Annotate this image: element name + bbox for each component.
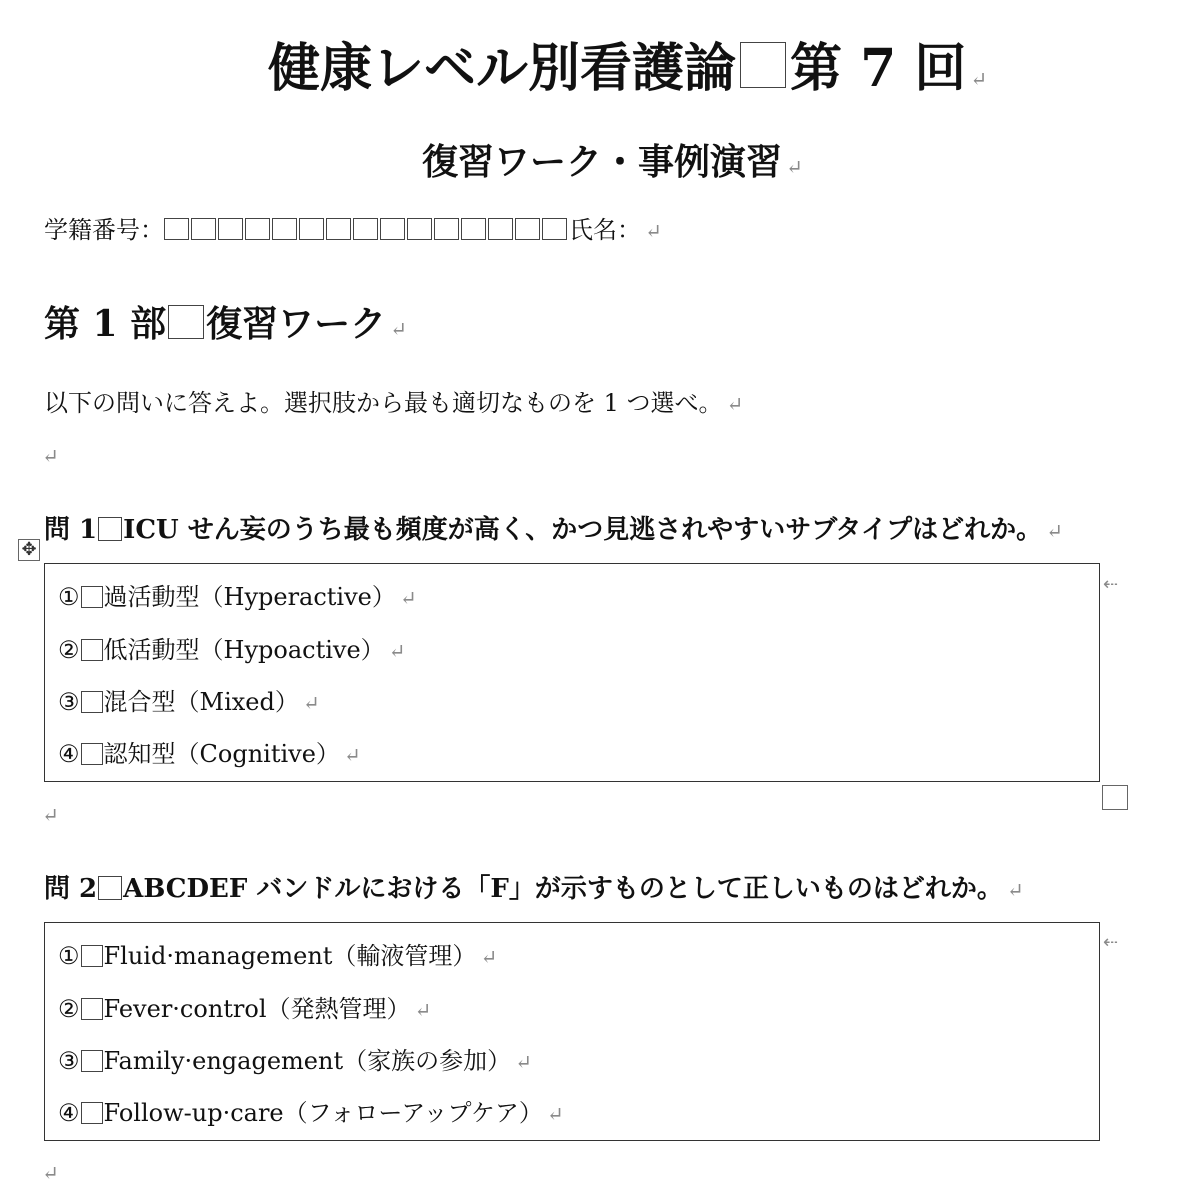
space-marker bbox=[81, 945, 103, 967]
subtitle-text: 復習ワーク・事例演習 bbox=[422, 141, 783, 183]
option-2[interactable] bbox=[58, 989, 431, 1024]
option-number: ④ bbox=[58, 740, 80, 768]
option-number: ③ bbox=[58, 1047, 80, 1075]
part-heading-title: 復習ワーク bbox=[206, 303, 387, 345]
paragraph-mark: ↵ bbox=[970, 67, 988, 91]
question-2-options-table[interactable] bbox=[44, 922, 1100, 1141]
space-marker bbox=[326, 218, 351, 240]
space-marker bbox=[272, 218, 297, 240]
paragraph-mark: ↵ bbox=[786, 155, 803, 179]
student-id-label: 学籍番号： bbox=[44, 216, 164, 244]
space-marker bbox=[488, 218, 513, 240]
table-resize-handle[interactable] bbox=[1102, 785, 1128, 810]
option-number: ① bbox=[58, 583, 80, 611]
paragraph-mark: ↵ bbox=[414, 998, 432, 1022]
option-text: 認知型（Cognitive） bbox=[103, 740, 340, 768]
option-number: ② bbox=[58, 995, 80, 1023]
space-marker bbox=[98, 517, 122, 541]
end-of-row-mark: ⇠ bbox=[1103, 932, 1119, 953]
title-text-end: 第 7 回 bbox=[790, 38, 967, 99]
option-text: Family·engagement（家族の参加） bbox=[103, 1047, 512, 1075]
paragraph-mark: ↵ bbox=[480, 945, 498, 969]
paragraph-mark: ↵ bbox=[645, 219, 662, 243]
option-3[interactable] bbox=[58, 1041, 532, 1076]
space-marker bbox=[81, 691, 103, 713]
paragraph-mark: ↵ bbox=[726, 392, 744, 416]
empty-paragraph-mark: ↵ bbox=[42, 803, 59, 827]
paragraph-mark: ↵ bbox=[302, 691, 320, 715]
option-3[interactable] bbox=[58, 682, 320, 717]
space-marker bbox=[515, 218, 540, 240]
paragraph-mark: ↵ bbox=[388, 639, 406, 663]
space-marker bbox=[353, 218, 378, 240]
space-marker bbox=[542, 218, 567, 240]
space-marker bbox=[218, 218, 243, 240]
space-marker bbox=[434, 218, 459, 240]
question-1-heading bbox=[44, 509, 1063, 546]
space-marker bbox=[81, 1102, 103, 1124]
instruction-body: 以下の問いに答えよ。選択肢から最も適切なものを 1 つ選べ。 bbox=[44, 389, 723, 417]
empty-paragraph-mark: ↵ bbox=[42, 444, 59, 468]
paragraph-mark: ↵ bbox=[343, 743, 361, 767]
option-number: ② bbox=[58, 636, 80, 664]
instruction-text bbox=[44, 383, 743, 418]
paragraph-mark: ↵ bbox=[546, 1102, 564, 1126]
paragraph-mark: ↵ bbox=[390, 317, 407, 341]
space-marker bbox=[164, 218, 189, 240]
space-marker bbox=[168, 305, 204, 339]
document-subtitle bbox=[422, 134, 803, 185]
empty-paragraph-mark: ↵ bbox=[42, 1161, 59, 1185]
question-2-heading bbox=[44, 868, 1024, 905]
option-number: ③ bbox=[58, 688, 80, 716]
space-marker bbox=[407, 218, 432, 240]
space-marker bbox=[98, 876, 122, 900]
paragraph-mark: ↵ bbox=[515, 1050, 532, 1074]
space-marker bbox=[380, 218, 405, 240]
space-marker bbox=[81, 1050, 103, 1072]
space-marker bbox=[740, 42, 786, 88]
space-marker bbox=[299, 218, 324, 240]
student-id-blank[interactable] bbox=[164, 216, 569, 244]
space-marker bbox=[81, 743, 103, 765]
option-1[interactable] bbox=[58, 577, 417, 612]
question-label: 問 1 bbox=[44, 515, 98, 545]
option-number: ④ bbox=[58, 1099, 80, 1127]
part-heading bbox=[44, 296, 407, 347]
option-text: Fluid·management（輸液管理） bbox=[103, 942, 477, 970]
option-text: 過活動型（Hyperactive） bbox=[103, 583, 396, 611]
question-text: ABCDEF バンドルにおける「F」が示すものとして正しいものはどれか。 bbox=[123, 874, 1003, 904]
space-marker bbox=[245, 218, 270, 240]
space-marker bbox=[461, 218, 486, 240]
option-text: Follow-up·care（フォローアップケア） bbox=[103, 1099, 543, 1127]
title-text-start: 健康レベル別看護論 bbox=[268, 38, 737, 99]
table-move-handle-icon[interactable]: ✥ bbox=[18, 539, 40, 561]
question-text: ICU せん妄のうち最も頻度が高く、かつ見逃されやすいサブタイプはどれか。 bbox=[123, 515, 1043, 545]
document-title bbox=[268, 26, 987, 101]
name-label: 氏名： bbox=[569, 216, 641, 244]
space-marker bbox=[81, 586, 103, 608]
option-2[interactable] bbox=[58, 630, 405, 665]
part-heading-number: 第 1 部 bbox=[44, 303, 167, 345]
space-marker bbox=[81, 998, 103, 1020]
question-1-options-table[interactable] bbox=[44, 563, 1100, 782]
paragraph-mark: ↵ bbox=[1006, 878, 1024, 902]
option-4[interactable] bbox=[58, 1093, 564, 1128]
space-marker bbox=[191, 218, 216, 240]
option-text: Fever·control（発熱管理） bbox=[103, 995, 411, 1023]
option-number: ① bbox=[58, 942, 80, 970]
space-marker bbox=[81, 639, 103, 661]
option-text: 混合型（Mixed） bbox=[103, 688, 299, 716]
option-4[interactable] bbox=[58, 734, 361, 769]
option-text: 低活動型（Hypoactive） bbox=[103, 636, 385, 664]
option-1[interactable] bbox=[58, 936, 497, 971]
student-info-line[interactable] bbox=[44, 210, 662, 245]
question-label: 問 2 bbox=[44, 874, 98, 904]
paragraph-mark: ↵ bbox=[1046, 519, 1063, 543]
paragraph-mark: ↵ bbox=[399, 586, 417, 610]
end-of-row-mark: ⇠ bbox=[1103, 574, 1119, 595]
